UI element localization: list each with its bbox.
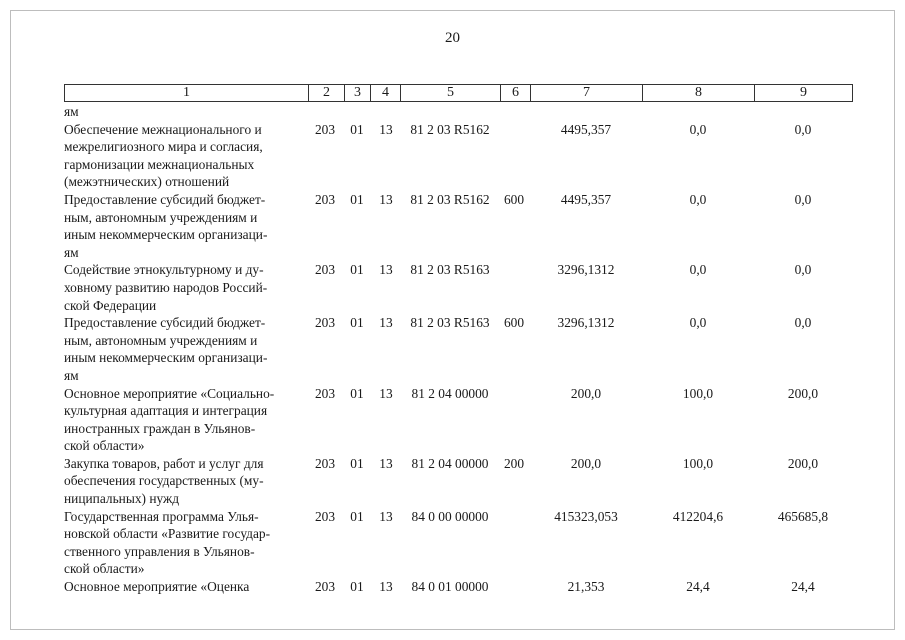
row-name-line: Содействие этнокультурному и ду- [64, 262, 264, 278]
row-name [64, 455, 306, 508]
row-cell-c8: 0,0 [689, 315, 707, 331]
row-cell-c9: 0,0 [794, 315, 812, 331]
row-name-line: ской области» [64, 438, 145, 454]
row-name-line: (межэтнических) отношений [64, 174, 230, 190]
row-name-line: иным некоммерческим организаци- [64, 227, 268, 243]
row-cell-c5: 81 2 04 00000 [411, 385, 489, 401]
row-cell-c2: 203 [314, 262, 336, 278]
row-cell-c4: 13 [379, 385, 393, 401]
row-cell-c8: 0,0 [689, 191, 707, 207]
row-cell-c7: 200,0 [570, 385, 602, 401]
row-cell-c4: 13 [379, 191, 393, 207]
row-name [64, 121, 306, 191]
column-header-table [64, 84, 853, 102]
row-name-line: ям [64, 244, 79, 260]
row-cell-c4: 13 [379, 455, 393, 471]
table-row [64, 508, 852, 578]
row-cell-c6: 600 [503, 315, 525, 331]
table-row [64, 314, 852, 384]
row-cell-c5: 81 2 03 R5162 [410, 121, 490, 137]
row-cell-c5: 81 2 03 R5163 [410, 262, 490, 278]
table-body [64, 103, 852, 596]
row-cell-c4: 13 [379, 508, 393, 524]
column-header-5: 5 [401, 85, 501, 102]
column-header-4: 4 [371, 85, 401, 102]
row-name [64, 191, 306, 261]
row-name [64, 261, 306, 314]
row-name [64, 314, 306, 384]
table-row [64, 191, 852, 261]
row-name [64, 508, 306, 578]
row-cell-c3: 01 [350, 385, 364, 401]
row-cell-c5: 81 2 03 R5163 [410, 315, 490, 331]
row-name [64, 385, 306, 455]
row-cell-c5: 81 2 03 R5162 [410, 191, 490, 207]
row-cell-c7: 21,353 [567, 579, 605, 595]
row-cell-c9: 200,0 [787, 455, 819, 471]
row-cell-c8: 412204,6 [672, 508, 724, 524]
row-cell-c8: 0,0 [689, 121, 707, 137]
row-name-line: ственного управления в Ульянов- [64, 543, 255, 559]
column-header-6: 6 [501, 85, 531, 102]
row-cell-c4: 13 [379, 262, 393, 278]
row-cell-c9: 24,4 [791, 579, 815, 595]
row-cell-c2: 203 [314, 121, 336, 137]
row-cell-c2: 203 [314, 579, 336, 595]
column-header-8: 8 [643, 85, 755, 102]
row-cell-c2: 203 [314, 191, 336, 207]
table-row [64, 578, 852, 596]
row-cell-c4: 13 [379, 315, 393, 331]
column-header-9: 9 [755, 85, 853, 102]
row-cell-c4: 13 [379, 579, 393, 595]
column-header-row [65, 85, 853, 102]
row-name-line: новской области «Развитие государ- [64, 526, 271, 542]
row-name-line: иностранных граждан в Ульянов- [64, 420, 256, 436]
row-cell-c5: 84 0 00 00000 [411, 508, 489, 524]
row-cell-c5: 84 0 01 00000 [411, 579, 489, 595]
continuation-text: ям [64, 104, 79, 119]
column-header-1: 1 [65, 85, 309, 102]
row-name-line: Основное мероприятие «Социально- [64, 385, 275, 401]
row-name-line: Закупка товаров, работ и услуг для [64, 455, 264, 471]
row-name-line: гармонизации межнациональных [64, 156, 255, 172]
row-name-line: межрелигиозного мира и согласия, [64, 139, 263, 155]
row-cell-c3: 01 [350, 315, 364, 331]
row-cell-c3: 01 [350, 508, 364, 524]
table-row [64, 261, 852, 314]
continuation-row [64, 103, 852, 121]
row-cell-c4: 13 [379, 121, 393, 137]
column-header-7: 7 [531, 85, 643, 102]
page-number: 20 [445, 30, 460, 46]
row-cell-c3: 01 [350, 191, 364, 207]
row-cell-c3: 01 [350, 262, 364, 278]
row-cell-c3: 01 [350, 455, 364, 471]
row-cell-c9: 0,0 [794, 121, 812, 137]
row-name-line: ской Федерации [64, 297, 157, 313]
column-header-2: 2 [309, 85, 345, 102]
table-row [64, 121, 852, 191]
row-name-line: иным некоммерческим организаци- [64, 350, 268, 366]
row-cell-c3: 01 [350, 121, 364, 137]
row-name-line: Государственная программа Улья- [64, 508, 259, 524]
row-cell-c3: 01 [350, 579, 364, 595]
row-cell-c5: 81 2 04 00000 [411, 455, 489, 471]
row-name-line: ской области» [64, 561, 145, 577]
row-name-line: обеспечения государственных (му- [64, 473, 264, 489]
row-name-line: Предоставление субсидий бюджет- [64, 315, 266, 331]
row-name-line: ховному развитию народов Россий- [64, 279, 268, 295]
row-cell-c7: 415323,053 [554, 508, 618, 524]
row-cell-c2: 203 [314, 315, 336, 331]
row-cell-c7: 3296,1312 [557, 315, 615, 331]
table-row [64, 385, 852, 455]
row-cell-c6: 200 [503, 455, 525, 471]
row-cell-c7: 4495,357 [560, 191, 612, 207]
row-cell-c7: 200,0 [570, 455, 602, 471]
table-row [64, 455, 852, 508]
row-cell-c7: 3296,1312 [557, 262, 615, 278]
row-name-line: ям [64, 367, 79, 383]
row-cell-c9: 0,0 [794, 262, 812, 278]
row-name-line: Обеспечение межнационального и [64, 121, 262, 137]
row-cell-c6: 600 [503, 191, 525, 207]
row-cell-c8: 100,0 [682, 455, 714, 471]
row-cell-c8: 24,4 [686, 579, 710, 595]
row-cell-c9: 0,0 [794, 191, 812, 207]
row-name [64, 578, 306, 596]
row-cell-c7: 4495,357 [560, 121, 612, 137]
row-name-line: ным, автономным учреждениям и [64, 332, 258, 348]
row-cell-c8: 0,0 [689, 262, 707, 278]
column-header-3: 3 [345, 85, 371, 102]
row-cell-c2: 203 [314, 455, 336, 471]
row-cell-c8: 100,0 [682, 385, 714, 401]
row-name-line: ным, автономным учреждениям и [64, 209, 258, 225]
row-cell-c2: 203 [314, 385, 336, 401]
row-name-line: Предоставление субсидий бюджет- [64, 191, 266, 207]
row-cell-c9: 200,0 [787, 385, 819, 401]
row-cell-c9: 465685,8 [777, 508, 829, 524]
row-name-line: культурная адаптация и интеграция [64, 403, 268, 419]
row-name-line: Основное мероприятие «Оценка [64, 579, 250, 595]
row-cell-c2: 203 [314, 508, 336, 524]
row-name-line: ниципальных) нужд [64, 491, 180, 507]
